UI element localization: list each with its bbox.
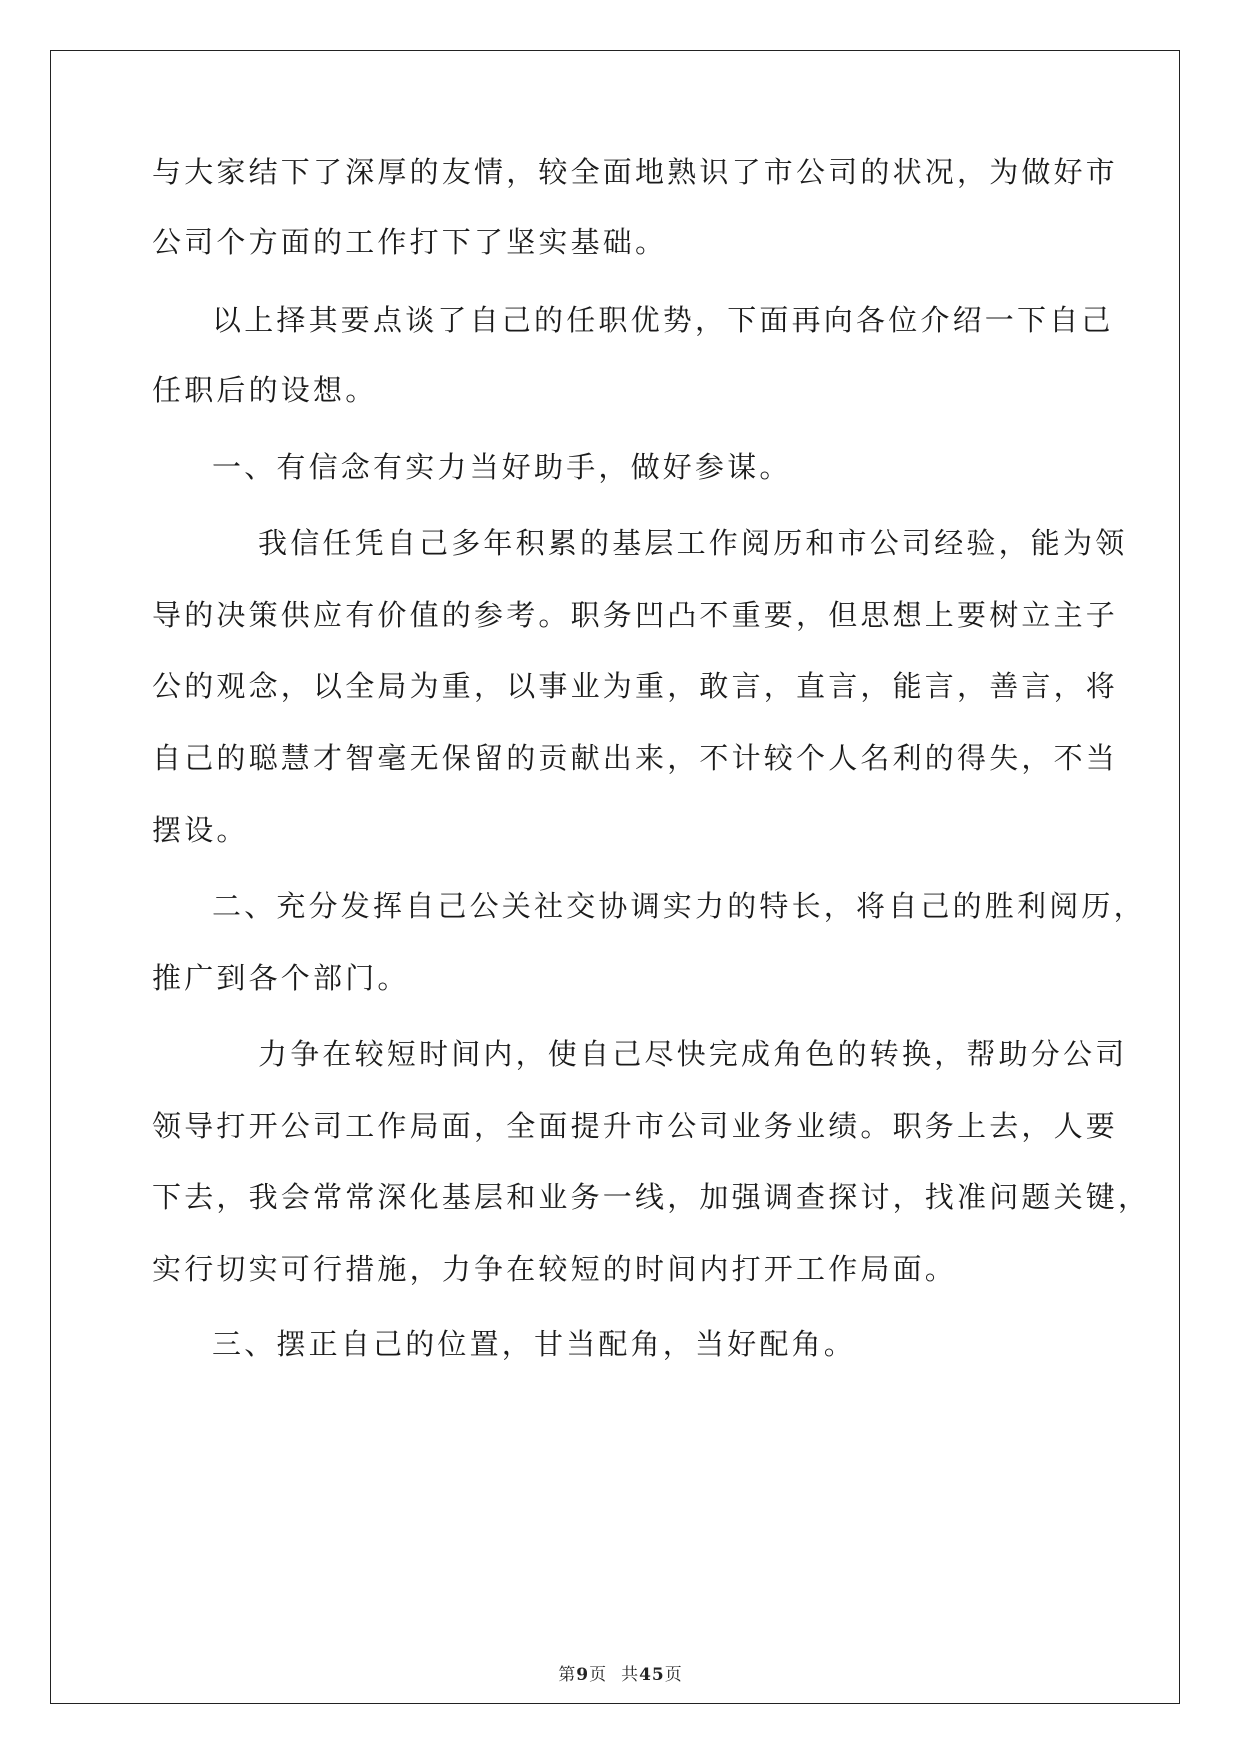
body-line: 以上择其要点谈了自己的任职优势，下面再向各位介绍一下自己 xyxy=(212,303,1114,337)
body-line: 摆设。 xyxy=(152,813,249,847)
body-line: 自己的聪慧才智毫无保留的贡献出来，不计较个人名利的得失，不当 xyxy=(152,741,1119,775)
page-border xyxy=(50,50,1180,1704)
body-line: 下去，我会常常深化基层和业务一线，加强调查探讨，找准问题关键， xyxy=(152,1180,1151,1214)
body-line: 领导打开公司工作局面，全面提升市公司业务业绩。职务上去，人要 xyxy=(152,1109,1119,1143)
body-line: 实行切实可行措施，力争在较短的时间内打开工作局面。 xyxy=(152,1252,958,1286)
section-heading: 一、有信念有实力当好助手，做好参谋。 xyxy=(212,450,792,484)
body-line: 与大家结下了深厚的友情，较全面地熟识了市公司的状况，为做好市 xyxy=(152,155,1119,189)
section-heading: 三、摆正自己的位置，甘当配角，当好配角。 xyxy=(212,1327,857,1361)
body-line: 公司个方面的工作打下了坚实基础。 xyxy=(152,225,668,259)
section-heading: 二、充分发挥自己公关社交协调实力的特长，将自己的胜利阅历， xyxy=(212,889,1146,923)
total-suffix: 页 xyxy=(664,1665,683,1685)
body-line: 公的观念，以全局为重，以事业为重，敢言，直言，能言，善言，将 xyxy=(152,669,1119,703)
page-footer xyxy=(0,1660,1241,1685)
body-line: 力争在较短时间内，使自己尽快完成角色的转换，帮助分公司 xyxy=(258,1037,1128,1071)
body-line: 推广到各个部门。 xyxy=(152,961,410,995)
page-suffix: 页 xyxy=(589,1665,608,1685)
body-line: 导的决策供应有价值的参考。职务凹凸不重要，但思想上要树立主子 xyxy=(152,598,1119,632)
page-prefix: 第 xyxy=(558,1665,577,1685)
body-line: 我信任凭自己多年积累的基层工作阅历和市公司经验，能为领 xyxy=(258,526,1128,560)
body-line: 任职后的设想。 xyxy=(152,373,378,407)
current-page-number: 9 xyxy=(576,1665,590,1685)
total-prefix: 共 xyxy=(621,1665,640,1685)
total-page-count: 45 xyxy=(639,1665,665,1685)
